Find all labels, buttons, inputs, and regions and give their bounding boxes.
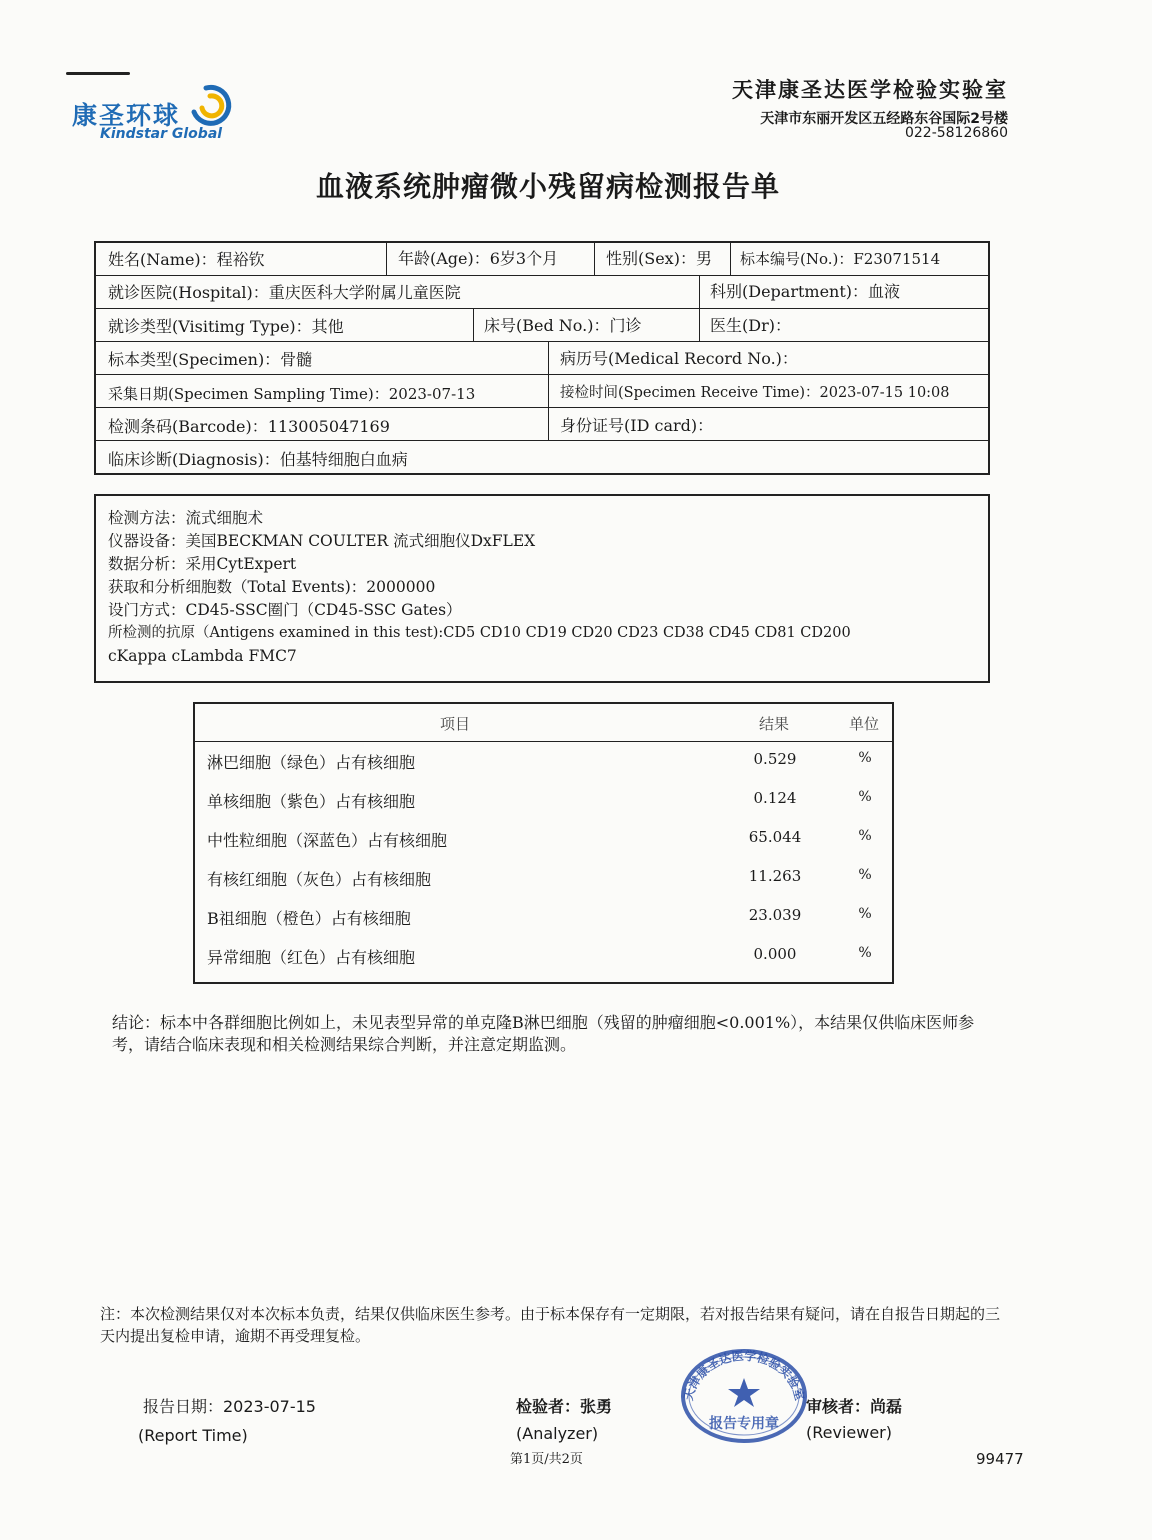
row-item: 中性粒细胞（深蓝色）占有核细胞	[207, 831, 448, 850]
table-row	[195, 820, 892, 859]
row-value: 0.000	[753, 945, 797, 963]
visit-type: 就诊类型(Visitimg Type)：其他	[108, 317, 344, 336]
lab-name: 天津康圣达医学检验实验室	[732, 77, 1008, 102]
row-value: 0.529	[753, 750, 797, 768]
patient-name: 姓名(Name)：程裕钦	[108, 250, 265, 269]
method-line: cKappa cLambda FMC7	[108, 647, 297, 665]
seal-star-icon	[728, 1378, 760, 1407]
doctor: 医生(Dr)：	[710, 316, 791, 335]
department: 科别(Department)：血液	[710, 282, 901, 301]
reviewer-label: (Reviewer)	[806, 1423, 892, 1442]
medical-record-number: 病历号(Medical Record No.)：	[560, 349, 798, 368]
diagnosis: 临床诊断(Diagnosis)：伯基特细胞白血病	[108, 450, 408, 469]
row-item: 异常细胞（红色）占有核细胞	[207, 948, 416, 967]
patient-age: 年龄(Age)：6岁3个月	[398, 249, 559, 268]
seal-label: 报告专用章	[709, 1416, 779, 1432]
logo-text-en: Kindstar Global	[100, 126, 223, 142]
row-unit: %	[858, 906, 872, 922]
logo-dash	[66, 72, 130, 75]
table-row	[195, 859, 892, 898]
method-section	[94, 494, 990, 683]
specimen-type: 标本类型(Specimen)：骨髓	[108, 350, 313, 369]
row-unit: %	[858, 945, 872, 961]
header-result: 结果	[759, 715, 790, 733]
table-row	[195, 898, 892, 937]
row-value: 0.124	[753, 789, 797, 807]
row-value: 65.044	[748, 828, 802, 846]
disclaimer-note: 注：本次检测结果仅对本次标本负责，结果仅供临床医生参考。由于标本保存有一定期限，若对报告结果有疑问，请在自报告日期起的三天内提出复检申请，逾期不再受理复检。	[100, 1305, 1001, 1345]
report-title: 血液系统肿瘤微小残留病检测报告单	[315, 170, 780, 203]
row-unit: %	[858, 828, 872, 844]
table-row	[195, 781, 892, 820]
id-card: 身份证号(ID card)：	[560, 416, 714, 435]
logo-swirl-icon	[186, 80, 236, 130]
method-line: 获取和分析细胞数（Total Events)：2000000	[108, 578, 436, 596]
row-value: 11.263	[748, 867, 802, 885]
header-unit: 单位	[849, 715, 880, 733]
sample-number: 标本编号(No.)：F23071514	[740, 250, 941, 268]
table-row	[195, 937, 892, 976]
method-line: 所检测的抗原（Antigens examined in this test):CD5 CD10 CD19 CD20 CD23 CD38 CD45 CD81 CD200	[108, 625, 851, 641]
reviewer: 审核者：尚磊	[806, 1397, 903, 1416]
document-code: 99477	[976, 1450, 1024, 1468]
official-seal	[678, 1344, 810, 1444]
row-unit: %	[858, 750, 872, 766]
report-date: 报告日期：2023-07-15	[143, 1397, 316, 1416]
conclusion-text: 结论：标本中各群细胞比例如上，未见表型异常的单克隆B淋巴细胞（残留的肿瘤细胞<0.001%），本结果仅供临床医师参考，请结合临床表现和相关检测结果综合判断，并注意定期监测。	[112, 1013, 975, 1054]
lab-phone: 022-58126860	[904, 125, 1008, 141]
method-line: 数据分析：采用CytExpert	[108, 555, 297, 573]
table-row	[195, 742, 892, 781]
method-line: 仪器设备：美国BECKMAN COULTER 流式细胞仪DxFLEX	[108, 532, 536, 550]
seal-org-text: 天津康圣达医学检验实验室	[681, 1348, 807, 1402]
row-item: B祖细胞（橙色）占有核细胞	[207, 909, 411, 928]
row-item: 淋巴细胞（绿色）占有核细胞	[207, 753, 416, 772]
row-unit: %	[858, 789, 872, 805]
bed-number: 床号(Bed No.)：门诊	[484, 316, 642, 335]
method-line: 设门方式：CD45-SSC圈门（CD45-SSC Gates）	[108, 601, 462, 619]
patient-info-table	[94, 241, 990, 475]
row-item: 有核红细胞（灰色）占有核细胞	[207, 870, 432, 889]
row-value: 23.039	[748, 906, 802, 924]
barcode: 检测条码(Barcode)：113005047169	[108, 417, 390, 436]
row-unit: %	[858, 867, 872, 883]
sampling-time: 采集日期(Specimen Sampling Time)：2023-07-13	[108, 385, 476, 403]
lab-address: 天津市东丽开发区五经路东谷国际2号楼	[760, 111, 1008, 127]
logo-text-cn: 康圣环球	[72, 101, 181, 130]
report-time-label: (Report Time)	[138, 1426, 248, 1445]
method-line: 检测方法：流式细胞术	[108, 509, 264, 527]
results-header	[195, 704, 892, 742]
analyzer-label: (Analyzer)	[516, 1424, 599, 1443]
page-number: 第1页/共2页	[510, 1452, 583, 1467]
header-item: 项目	[440, 715, 471, 733]
patient-sex: 性别(Sex)：男	[606, 249, 712, 268]
analyzer: 检验者：张勇	[516, 1397, 613, 1416]
results-table	[193, 702, 894, 984]
hospital: 就诊医院(Hospital)：重庆医科大学附属儿童医院	[108, 283, 461, 302]
row-item: 单核细胞（紫色）占有核细胞	[207, 792, 416, 811]
receive-time: 接检时间(Specimen Receive Time)：2023-07-15 10:08	[560, 385, 950, 401]
